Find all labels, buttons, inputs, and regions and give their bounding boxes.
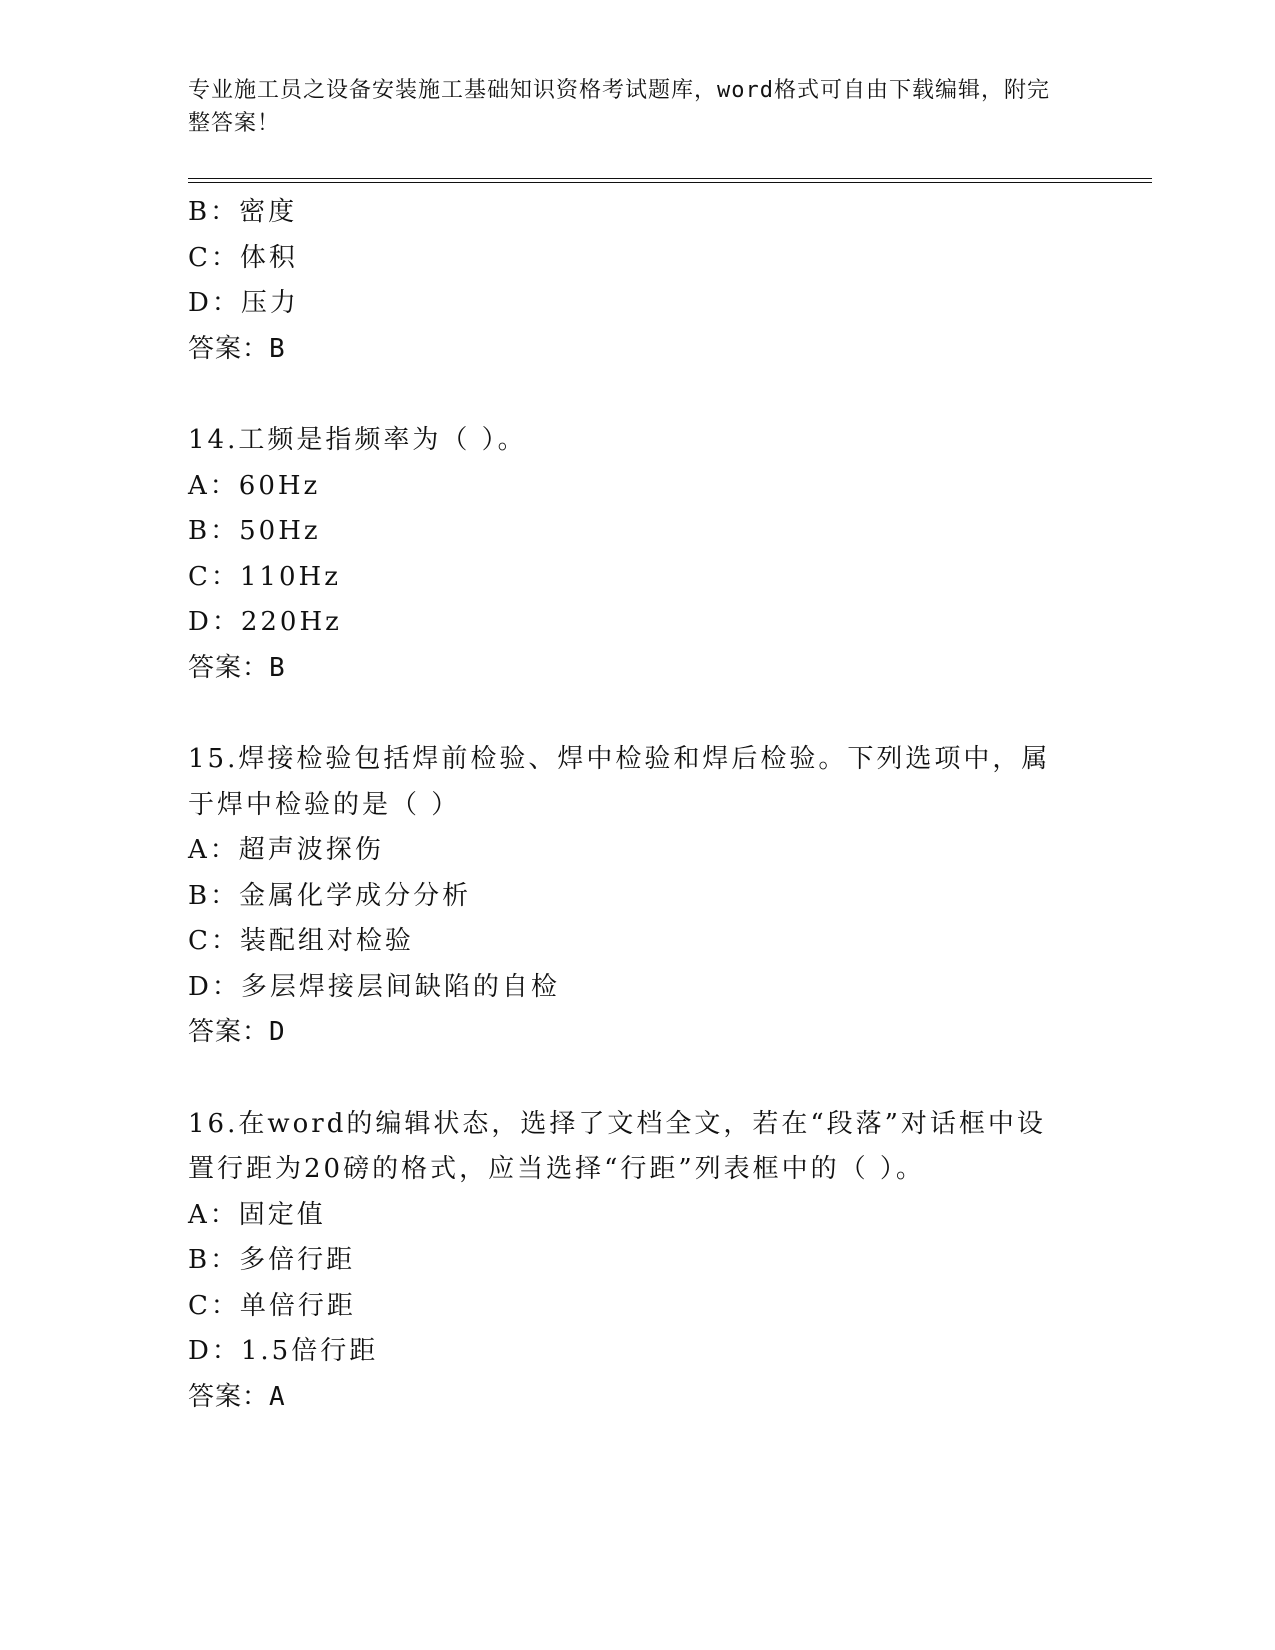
question-15 [188,737,1088,1056]
answer-line: 答案：B [188,333,286,364]
question-spacer [188,1056,1088,1102]
option-d: D：220Hz [188,607,342,637]
option-d: D：压力 [188,288,299,318]
option-c: C：单倍行距 [188,1290,356,1321]
answer-line: 答案：A [188,1381,286,1412]
document-header-title: 专业施工员之设备安装施工基础知识资格考试题库，word格式可自由下载编辑，附完整答案！ [188,78,1050,136]
header-divider [188,178,1152,183]
answer-line: 答案：D [188,1017,286,1047]
question-number: 15. [188,744,239,774]
question-text: 工频是指频率为（ ）。 [238,425,527,455]
option-a: A：固定值 [188,1199,326,1230]
option-a: A：超声波探伤 [188,835,384,865]
question-number: 16. [188,1108,239,1139]
question-text: 在word的编辑状态，选择了文档全文，若在“段落”对话框中设置行距为20磅的格式，应当选择“行距”列表框中的（ ）。 [188,1108,1046,1184]
partial-question [188,190,1088,372]
option-b: B：密度 [188,197,298,227]
question-content [188,190,1088,1420]
question-16 [188,1102,1088,1421]
option-b: B：金属化学成分分析 [188,880,472,911]
option-d: D：1.5倍行距 [188,1336,379,1366]
option-c: C：110Hz [188,561,341,592]
option-b: B：50Hz [188,516,321,546]
question-stem [188,737,1068,828]
option-a: A：60Hz [188,470,321,501]
question-14 [188,418,1088,691]
question-stem [188,418,1068,464]
option-b: B：多倍行距 [188,1245,356,1275]
question-spacer [188,691,1088,737]
answer-line: 答案：B [188,652,286,683]
option-d: D：多层焊接层间缺陷的自检 [188,971,560,1002]
question-text: 焊接检验包括焊前检验、焊中检验和焊后检验。下列选项中，属于焊中检验的是（ ） [188,744,1051,820]
question-spacer [188,372,1088,418]
option-c: C：体积 [188,242,298,273]
question-number: 14. [188,425,239,455]
option-c: C：装配组对检验 [188,926,414,956]
question-stem [188,1102,1068,1193]
